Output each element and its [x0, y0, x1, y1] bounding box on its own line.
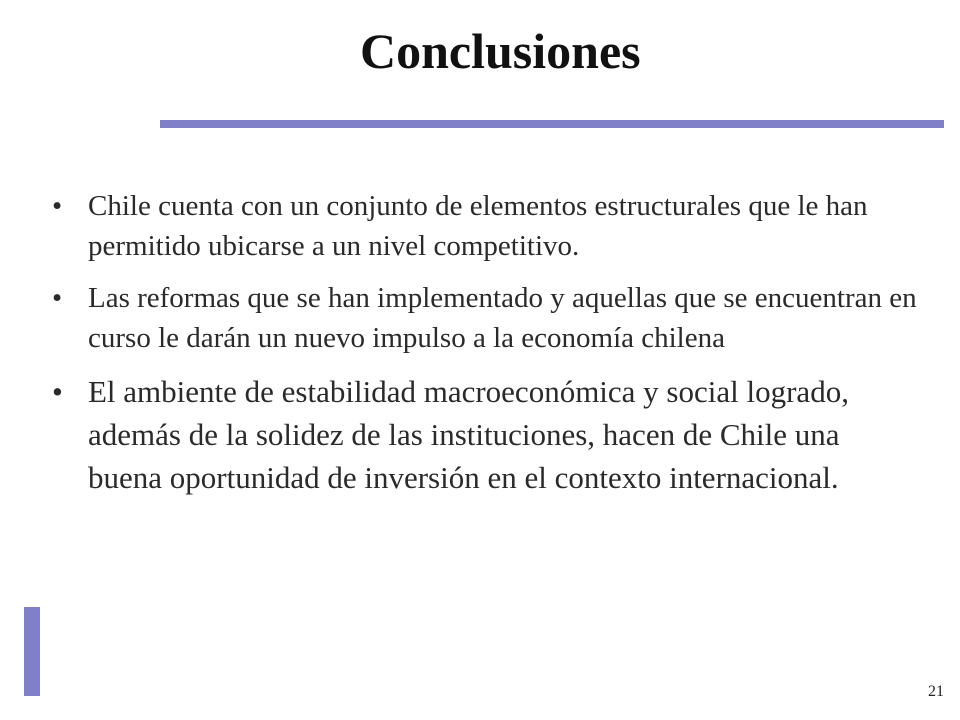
bullet-icon: •	[52, 190, 63, 222]
bullet-text: Las reformas que se han implementado y aquellas que se encuentran en curso le darán un nuevo impulso a la economía chilena	[88, 282, 917, 354]
page-number: 21	[928, 683, 944, 700]
bullet-item	[48, 278, 918, 358]
slide-title: Conclusiones	[360, 23, 641, 79]
bullet-text: Chile cuenta con un conjunto de elementos estructurales que le han permitido ubicarse a un nivel competitivo.	[88, 190, 868, 262]
bullet-icon: •	[52, 282, 63, 314]
bullet-list	[48, 186, 918, 511]
bullet-text: El ambiente de estabilidad macroeconómica y social logrado, además de la solidez de las instituciones, hacen de Chile una buena oportunidad de inversión en el contexto internacional.	[88, 374, 849, 495]
bullet-icon: •	[52, 374, 63, 409]
decorative-side-bar	[24, 607, 40, 696]
title-underline-rule	[160, 120, 944, 128]
bullet-item	[48, 370, 918, 499]
bullet-item	[48, 186, 918, 266]
